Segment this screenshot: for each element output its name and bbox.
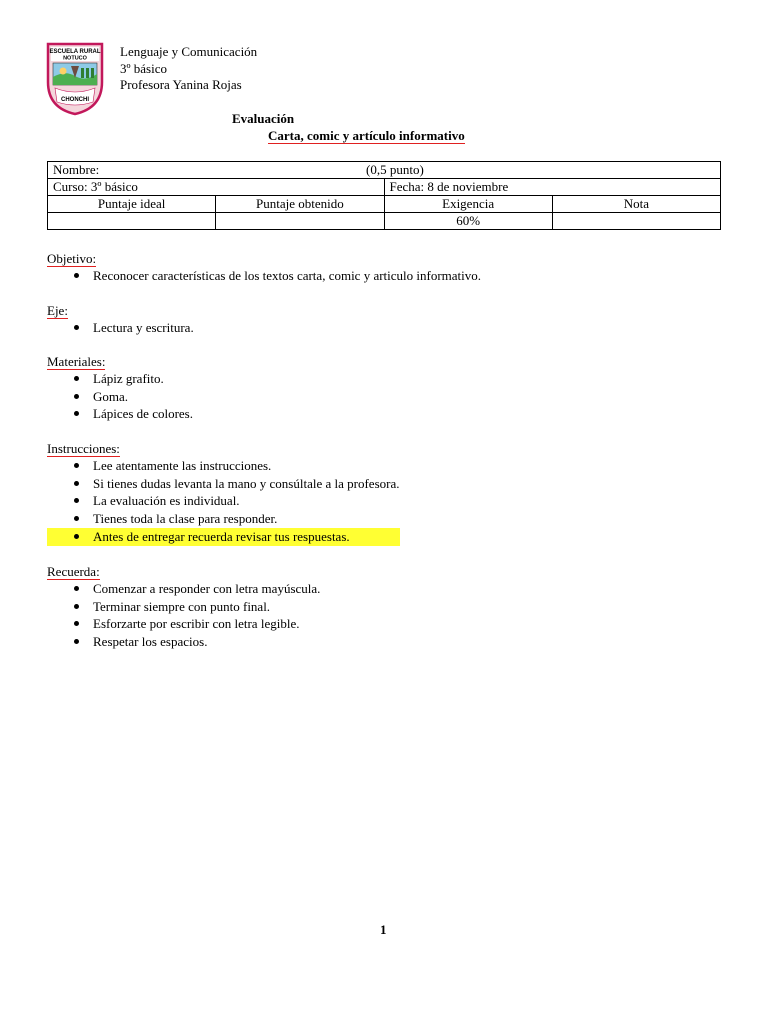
header-obtained-score: Puntaje obtenido [216,196,384,213]
list-item [47,633,320,651]
list-item-text: Goma. [93,388,129,404]
bullet-icon [74,604,79,609]
header-grade: Nota [552,196,720,213]
section-reminder [47,563,320,651]
bullet-icon [74,411,79,416]
student-info-table [47,161,721,230]
list-item-highlighted [47,528,399,546]
list-item-text: Respetar los espacios. [93,634,208,650]
bullet-list [47,580,320,651]
bullet-icon [74,639,79,644]
section-axis [47,302,194,337]
bullet-list [47,457,399,546]
bullet-list [47,267,481,285]
header-requirement: Exigencia [384,196,552,213]
grade-line: 3º básico [120,60,167,76]
list-item-text: Reconocer características de los textos carta, comic y articulo informativo. [93,268,482,283]
section-heading [47,353,193,370]
name-label: Nombre: [53,162,100,177]
evaluation-title: Evaluación [232,111,295,126]
logo-sub-text: NOTUCO [63,55,87,62]
bullet-list [47,319,194,337]
section-heading [47,250,481,267]
bullet-icon [74,463,79,468]
section-heading [47,440,399,457]
list-item [47,457,399,475]
logo-bottom-text: CHONCHI [61,97,89,103]
teacher-line: Profesora Yanina Rojas [120,77,242,92]
bullet-icon [74,534,79,539]
list-item [47,267,481,285]
section-instructions [47,440,399,546]
bullet-icon [74,325,79,330]
requirement-cell: 60% [384,213,552,230]
points-label: (0,5 punto) [366,162,424,177]
list-item [47,475,399,493]
bullet-icon [74,394,79,399]
logo-top-text: ESCUELA RURAL [49,49,101,55]
header-ideal-score: Puntaje ideal [48,196,216,213]
evaluation-subtitle-text: Carta, comic y artículo informativo [268,128,465,143]
list-item [47,370,193,388]
list-item [47,598,320,616]
page-number: 1 [380,922,387,937]
obtained-score-cell[interactable] [216,213,384,230]
section-heading-text: Recuerda: [47,564,100,579]
list-item [47,405,193,423]
course-cell: Curso: 3º básico [48,179,385,196]
table-row [48,196,721,213]
bullet-icon [74,498,79,503]
list-item-text: Tienes toda la clase para responder. [93,511,278,527]
subject-line: Lenguaje y Comunicación [120,44,258,59]
bullet-icon [74,376,79,381]
bullet-list [47,370,193,423]
school-logo [45,42,105,116]
evaluation-subtitle [268,128,465,144]
name-cell[interactable] [48,162,721,179]
list-item-text: Comenzar a responder con letra mayúscula. [93,581,321,596]
table-row [48,179,721,196]
grade-cell[interactable] [552,213,720,230]
list-item [47,615,320,633]
section-heading [47,302,194,319]
section-heading-text: Eje: [47,303,68,318]
section-heading-text: Materiales: [47,354,106,369]
section-heading [47,563,320,580]
list-item-text: Lectura y escritura. [93,320,194,335]
bullet-icon [74,516,79,521]
section-objective [47,250,481,285]
list-item-text: Lee atentamente las instrucciones. [93,458,272,473]
list-item-text: Esforzarte por escribir con letra legible. [93,616,300,632]
list-item [47,319,194,337]
date-cell: Fecha: 8 de noviembre [384,179,721,196]
list-item-text: Lápices de colores. [93,406,193,422]
bullet-icon [74,481,79,486]
list-item-text: Terminar siempre con punto final. [93,598,271,614]
section-materials [47,353,193,423]
bullet-icon [74,621,79,626]
list-item-text: Si tienes dudas levanta la mano y consúltale a la profesora. [93,475,400,491]
header-block [120,44,257,94]
list-item-text: La evaluación es individual. [93,493,240,509]
bullet-icon [74,273,79,278]
list-item-text: Antes de entregar recuerda revisar tus respuestas. [93,528,350,544]
section-heading-text: Objetivo: [47,251,97,266]
list-item [47,580,320,598]
list-item [47,492,399,510]
section-heading-text: Instrucciones: [47,441,120,456]
bullet-icon [74,586,79,591]
list-item [47,510,399,528]
table-row [48,213,721,230]
list-item [47,388,193,406]
list-item-text: Lápiz grafito. [93,371,164,386]
table-row [48,162,721,179]
ideal-score-cell[interactable] [48,213,216,230]
